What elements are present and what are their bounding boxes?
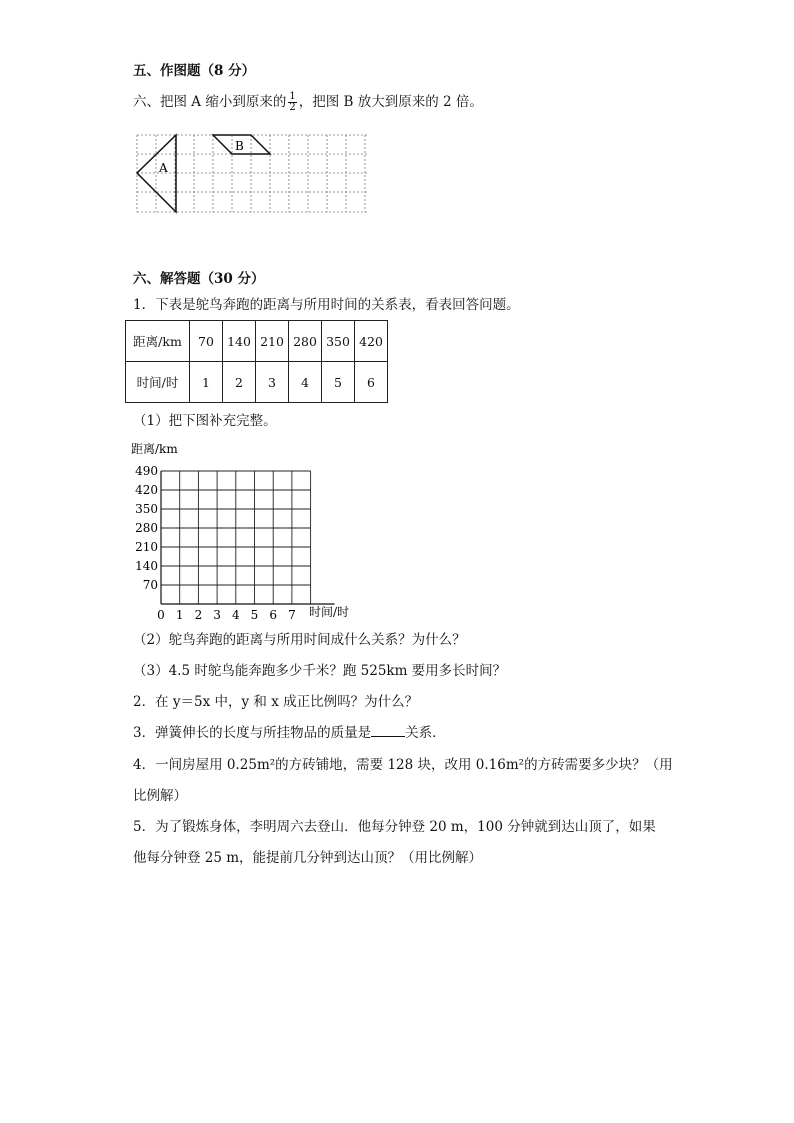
chart-y-tick-label: 140: [135, 559, 158, 573]
section5-instruction: [133, 92, 483, 113]
distance-time-chart: [125, 438, 365, 623]
table-cell: 210: [256, 321, 289, 362]
question-1-sub-2: （2）鸵鸟奔跑的距离与所用时间成什么关系？为什么？: [133, 632, 466, 648]
table-header-time: 时间/时: [126, 362, 190, 403]
chart-x-tick-label: 0: [157, 608, 165, 622]
table-cell: 70: [190, 321, 223, 362]
question-3-text: [133, 724, 446, 742]
table-cell: 6: [355, 362, 388, 403]
table-cell: 420: [355, 321, 388, 362]
chart-y-tick-label: 420: [135, 483, 158, 497]
table-cell: 2: [223, 362, 256, 403]
question-1-sub-3: （3）4.5 时鸵鸟能奔跑多少千米？跑 525km 要用多长时间？: [133, 663, 507, 679]
question-4-line-2: 比例解）: [133, 788, 187, 804]
table-cell: 1: [190, 362, 223, 403]
instruction-part1: 六、把图 A 缩小到原来的: [133, 94, 287, 110]
table-row: [126, 321, 388, 362]
question-1-text: 1．下表是鸵鸟奔跑的距离与所用时间的关系表，看表回答问题。: [133, 297, 520, 313]
question-1-sub-1: （1）把下图补充完整。: [133, 413, 277, 429]
chart-y-label: 距离/km: [131, 442, 178, 456]
table-cell: 350: [322, 321, 355, 362]
instruction-part2: ，把图 B 放大到原来的 2 倍。: [298, 94, 483, 110]
chart-x-tick-label: 3: [213, 608, 221, 622]
question-3-after: 关系．: [405, 725, 446, 741]
table-cell: 280: [289, 321, 322, 362]
chart-x-tick-label: 2: [194, 608, 203, 622]
chart-x-tick-label: 6: [269, 608, 278, 622]
question-5-line-1: 5．为了锻炼身体，李明周六去登山．他每分钟登 20 m，100 分钟就到达山顶了，如果: [133, 819, 656, 835]
chart-x-tick-label: 7: [288, 608, 296, 622]
chart-y-tick-label: 210: [135, 540, 158, 554]
chart-x-tick-label: 5: [250, 608, 259, 622]
chart-y-tick-label: 350: [135, 502, 158, 516]
table-cell: 4: [289, 362, 322, 403]
table-header-distance: 距离/km: [126, 321, 190, 362]
table-cell: 140: [223, 321, 256, 362]
table-row: [126, 362, 388, 403]
question-5-line-2: 他每分钟登 25 m，能提前几分钟到达山顶？（用比例解）: [133, 850, 483, 866]
question-2-text: 2．在 y＝5x 中，y 和 x 成正比例吗？为什么？: [133, 694, 419, 710]
chart-x-tick-label: 4: [231, 608, 240, 622]
answer-blank[interactable]: [371, 724, 405, 737]
chart-y-tick-label: 70: [142, 578, 158, 592]
shape-a-label: A: [159, 161, 168, 175]
question-4-line-1: 4．一间房屋用 0.25m²的方砖铺地，需要 128 块，改用 0.16m²的方砖需要多少块？（用: [133, 757, 673, 773]
distance-time-table: [125, 320, 388, 403]
table-cell: 3: [256, 362, 289, 403]
chart-x-label: 时间/时: [309, 605, 350, 619]
table-cell: 5: [322, 362, 355, 403]
chart-y-tick-label: 490: [135, 464, 158, 478]
chart-x-tick-label: 1: [175, 608, 184, 622]
section6-title: 六、解答题（30 分）: [133, 271, 265, 287]
section5-title: 五、作图题（8 分）: [133, 63, 256, 79]
drawing-grid: [136, 134, 368, 216]
shape-b-label: B: [235, 139, 244, 153]
fraction-one-half: $\frac{1}{2}$: [289, 91, 296, 113]
chart-y-tick-label: 280: [135, 521, 158, 535]
question-3-before: 3．弹簧伸长的长度与所挂物品的质量是: [133, 725, 372, 741]
shape-a-triangle: [137, 135, 176, 212]
